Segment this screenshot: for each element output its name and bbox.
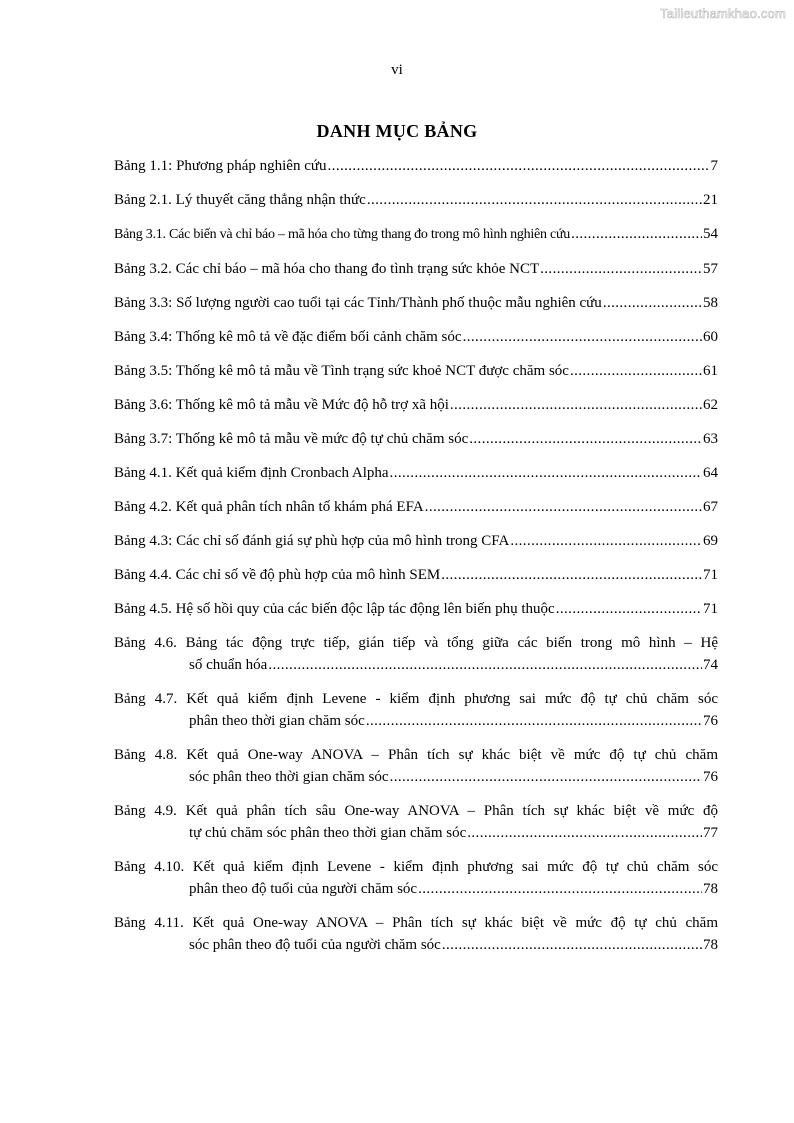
toc-entry[interactable]	[114, 292, 718, 314]
dot-leader	[450, 394, 702, 416]
toc-entry-page: 57	[703, 261, 718, 277]
toc-entry-title: Bảng 2.1. Lý thuyết căng thẳng nhận thức	[114, 192, 366, 208]
dot-leader	[367, 189, 702, 211]
dot-leader	[556, 598, 702, 620]
toc-entry-page: 62	[703, 397, 718, 413]
toc-entry-title-continued: phân theo độ tuổi của người chăm sóc	[189, 881, 418, 897]
toc-entry[interactable]	[114, 428, 718, 450]
toc-entry[interactable]	[114, 598, 718, 620]
dot-leader	[442, 934, 702, 956]
toc-entry-title: Bảng 4.2. Kết quả phân tích nhân tố khám phá EFA	[114, 499, 424, 515]
toc-entry[interactable]	[114, 223, 718, 246]
toc-entry-page: 71	[703, 567, 718, 583]
toc-entry-title-continued: sóc phân theo thời gian chăm sóc	[189, 769, 389, 785]
toc-entry-page: 78	[703, 937, 718, 953]
toc-entry-page: 64	[703, 465, 718, 481]
toc-entry-page: 74	[703, 657, 718, 673]
toc-entry[interactable]	[114, 564, 718, 586]
dot-leader	[425, 496, 702, 518]
toc-entry[interactable]	[114, 800, 718, 844]
toc-entry-title: Bảng 3.6: Thống kê mô tả mẫu về Mức độ hỗ trợ xã hội	[114, 397, 449, 413]
toc-entry-page: 61	[703, 363, 718, 379]
table-list	[114, 155, 718, 968]
toc-entry[interactable]	[114, 326, 718, 348]
toc-entry-title: Bảng 4.10. Kết quả kiểm định Levene - kiểm định phương sai mức độ tự chủ chăm sóc	[114, 859, 718, 875]
toc-entry-page: 69	[703, 533, 718, 549]
dot-leader	[390, 766, 702, 788]
toc-entry-title: Bảng 3.7: Thống kê mô tả mẫu về mức độ tự chủ chăm sóc	[114, 431, 469, 447]
toc-entry-title: Bảng 4.7. Kết quả kiểm định Levene - kiểm định phương sai mức độ tự chủ chăm sóc	[114, 691, 718, 707]
page-number: vi	[391, 62, 403, 78]
dot-leader	[441, 564, 702, 586]
watermark-text: Tailieuthamkhao.com	[660, 6, 786, 21]
toc-entry-title-continued: số chuẩn hóa	[189, 657, 268, 673]
toc-entry-title: Bảng 4.8. Kết quả One-way ANOVA – Phân tích sự khác biệt về mức độ tự chủ chăm	[114, 747, 718, 763]
toc-entry-title: Bảng 3.5: Thống kê mô tả mẫu về Tình trạng sức khoẻ NCT được chăm sóc	[114, 363, 569, 379]
toc-entry-page: 71	[703, 601, 718, 617]
toc-entry[interactable]	[114, 530, 718, 552]
dot-leader	[418, 878, 702, 900]
toc-entry-title-continued: sóc phân theo độ tuổi của người chăm sóc	[189, 937, 441, 953]
toc-entry-title: Bảng 4.3: Các chỉ số đánh giá sự phù hợp của mô hình trong CFA	[114, 533, 510, 549]
toc-entry-page: 21	[703, 192, 718, 208]
toc-entry-page: 76	[703, 713, 718, 729]
toc-entry-title: Bảng 3.2. Các chỉ báo – mã hóa cho thang đo tình trạng sức khỏe NCT	[114, 261, 540, 277]
toc-entry-title: Bảng 4.9. Kết quả phân tích sâu One-way ANOVA – Phân tích sự khác biệt về mức độ	[114, 803, 718, 819]
toc-entry[interactable]	[114, 688, 718, 732]
toc-entry-page: 54	[703, 226, 718, 242]
toc-entry-title: Bảng 1.1: Phương pháp nghiên cứu	[114, 158, 327, 174]
toc-entry[interactable]	[114, 856, 718, 900]
dot-leader	[463, 326, 702, 348]
toc-entry[interactable]	[114, 394, 718, 416]
toc-entry-title: Bảng 4.5. Hệ số hồi quy của các biến độc lập tác động lên biến phụ thuộc	[114, 601, 555, 617]
toc-entry[interactable]	[114, 258, 718, 280]
toc-entry[interactable]	[114, 632, 718, 676]
toc-entry-page: 60	[703, 329, 718, 345]
toc-entry[interactable]	[114, 360, 718, 382]
toc-entry[interactable]	[114, 744, 718, 788]
dot-leader	[366, 710, 702, 732]
dot-leader	[603, 292, 702, 314]
dot-leader	[571, 223, 702, 245]
toc-entry-title: Bảng 3.4: Thống kê mô tả về đặc điểm bối cảnh chăm sóc	[114, 329, 462, 345]
toc-entry[interactable]	[114, 155, 718, 177]
dot-leader	[570, 360, 702, 382]
toc-entry-title: Bảng 4.4. Các chỉ số về độ phù hợp của mô hình SEM	[114, 567, 441, 583]
dot-leader	[467, 822, 702, 844]
toc-entry[interactable]	[114, 912, 718, 956]
toc-entry-page: 67	[703, 499, 718, 515]
toc-entry-title-continued: tự chủ chăm sóc phân theo thời gian chăm sóc	[189, 825, 467, 841]
toc-entry-title: Bảng 4.1. Kết quả kiểm định Cronbach Alpha	[114, 465, 389, 481]
toc-entry-page: 63	[703, 431, 718, 447]
dot-leader	[469, 428, 702, 450]
toc-entry-page: 78	[703, 881, 718, 897]
dot-leader	[390, 462, 702, 484]
toc-entry[interactable]	[114, 189, 718, 211]
dot-leader	[510, 530, 702, 552]
page-title: DANH MỤC BẢNG	[316, 121, 478, 141]
dot-leader	[540, 258, 702, 280]
dot-leader	[328, 155, 710, 177]
toc-entry-title: Bảng 3.1. Các biến và chỉ báo – mã hóa cho từng thang đo trong mô hình nghiên cứu	[114, 227, 571, 242]
toc-entry-title: Bảng 3.3: Số lượng người cao tuổi tại các Tỉnh/Thành phố thuộc mẫu nghiên cứu	[114, 295, 602, 311]
dot-leader	[268, 654, 702, 676]
toc-entry[interactable]	[114, 496, 718, 518]
toc-entry-page: 76	[703, 769, 718, 785]
toc-entry-page: 58	[703, 295, 718, 311]
toc-entry-page: 77	[703, 825, 718, 841]
toc-entry-title: Bảng 4.11. Kết quả One-way ANOVA – Phân tích sự khác biệt về mức độ tự chủ chăm	[114, 915, 718, 931]
toc-entry-title: Bảng 4.6. Bảng tác động trực tiếp, gián tiếp và tổng giữa các biến trong mô hình – Hệ	[114, 635, 718, 651]
toc-entry-page: 7	[710, 158, 718, 174]
toc-entry-title-continued: phân theo thời gian chăm sóc	[189, 713, 365, 729]
toc-entry[interactable]	[114, 462, 718, 484]
